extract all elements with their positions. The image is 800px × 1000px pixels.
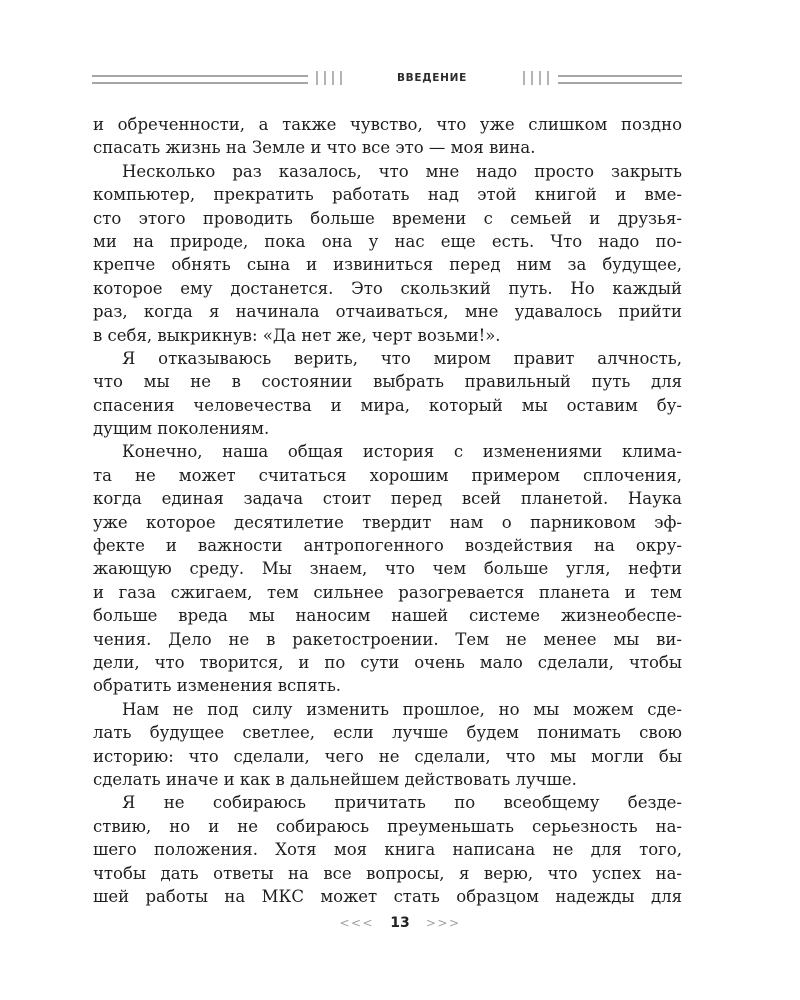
text-line: Нам не под силу изменить прошлое, но мы можем сде- [122,699,682,719]
folio-arrows-right: >>> [425,916,461,930]
chapter-title: ВВЕДЕНИЕ [396,72,468,84]
text-line: что мы не в состоянии выбрать правильный путь для [93,372,682,392]
text-line: сделать иначе и как в дальнейшем действовать лучше. [93,769,577,789]
text-line: жающую среду. Мы знаем, что чем больше угля, нефти [93,559,682,579]
header-ticks-left [316,71,342,85]
page-number: 13 [390,915,410,931]
running-header [92,71,682,89]
text-line: которое ему достанется. Это скользкий путь. Но каждый [93,278,682,298]
header-ticks-right [523,71,549,85]
text-line: компьютер, прекратить работать над этой книгой и вме- [93,185,682,205]
page-footer [0,915,800,931]
body-text [93,113,682,908]
text-line: Конечно, наша общая история с изменениями клима- [122,442,682,462]
text-line: спасения человечества и мира, который мы оставим бу- [93,395,682,415]
text-line: шей работы на МКС может стать образцом надежды для [93,886,682,906]
text-line: ствию, но и не собираюсь преуменьшать серьезность на- [93,816,682,836]
text-line: Несколько раз казалось, что мне надо просто закрыть [122,161,682,181]
text-line: та не может считаться хорошим примером сплочения, [93,465,682,485]
text-line: шего положения. Хотя моя книга написана не для того, [93,840,682,860]
text-line: обратить изменения вспять. [93,676,342,696]
text-line: уже которое десятилетие твердит нам о парниковом эф- [93,512,682,532]
text-line: и обреченности, а также чувство, что уже слишком поздно [93,115,682,134]
text-line: дели, что творится, и по сути очень мало сделали, чтобы [93,652,682,672]
text-line: фекте и важности антропогенного воздействия на окру- [93,536,682,556]
text-line: дущим поколениям. [93,419,270,439]
text-line: когда единая задача стоит перед всей планетой. Наука [93,489,682,509]
text-line: чения. Дело не в ракетостроении. Тем не менее мы ви- [93,629,682,649]
text-line: в себя, выкрикнув: «Да нет же, черт возьми!». [93,325,501,345]
text-line: и газа сжигаем, тем сильнее разогревается планета и тем [93,582,682,602]
text-line: чтобы дать ответы на все вопросы, я верю, что успех на- [93,863,682,883]
text-line: Я отказываюсь верить, что миром правит алчность, [122,348,682,368]
folio-arrows-left: <<< [339,916,375,930]
text-line: крепче обнять сына и извиниться перед ним за будущее, [93,255,682,275]
text-line: лать будущее светлее, если лучше будем понимать свою [93,723,682,743]
text-line: спасать жизнь на Земле и что все это — моя вина. [93,138,536,158]
text-line: раз, когда я начинала отчаиваться, мне удавалось прийти [93,302,682,322]
text-line: историю: что сделали, чего не сделали, что мы могли бы [93,746,682,766]
header-rule-right [558,75,682,84]
text-line: Я не собираюсь причитать по всеобщему безде- [122,793,682,813]
header-rule-left [92,75,308,84]
text-line: больше вреда мы наносим нашей системе жизнеобеспе- [93,606,682,626]
text-line: сто этого проводить больше времени с семьей и друзья- [93,208,682,228]
text-line: ми на природе, пока она у нас еще есть. Что надо по- [93,231,682,251]
